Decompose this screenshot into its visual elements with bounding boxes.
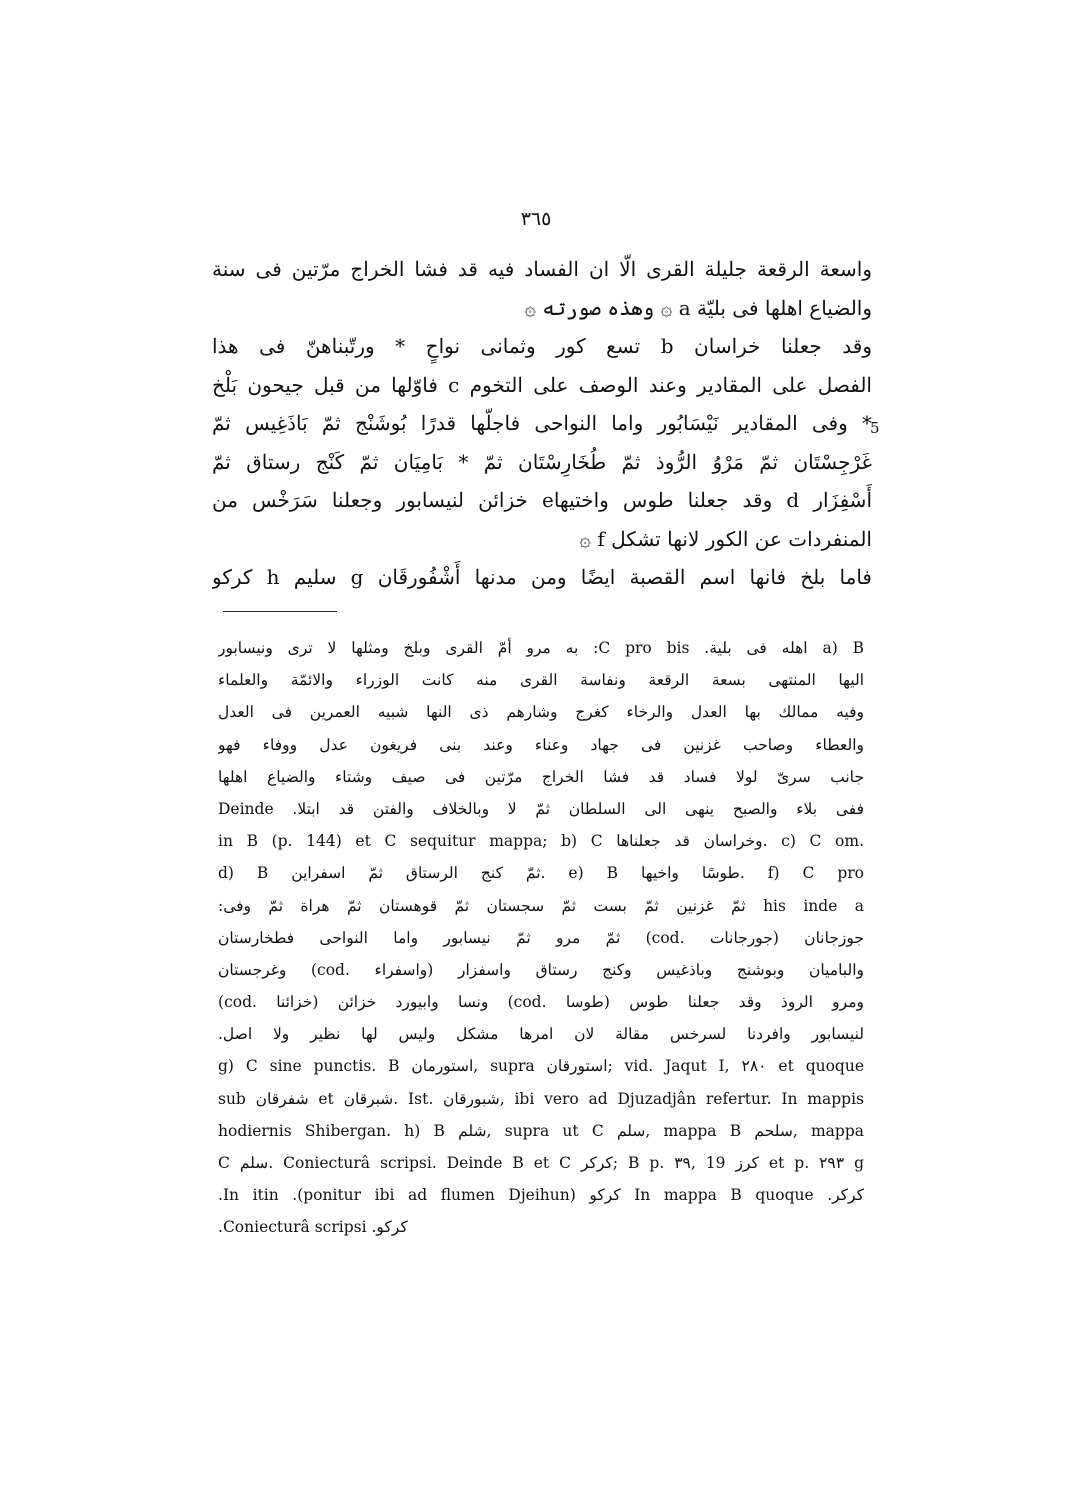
main-text-line: * وفى المقادير نَيْسَابُور واما النواحى فاجلّها قدرًا بُوشَنْج ثمّ بَاذَغِيس ثمّ [212,411,872,435]
footnote-line: جانب سرىّ لولا فساد قد فشا الخراج مرّتين فى صيف وشتاء والضياع اهلها [218,767,864,786]
footnote-line: وفيه ممالك بها العدل والرخاء كغرج وشارهم ذى النها شبيه العمرين فى العدل [218,703,864,722]
footnote-line: g) C sine punctis. B استورمان, supra استورقان; vid. Jaqut I, ٢٨٠ et quoque [218,1057,864,1076]
footnote-line: in B (p. 144) et C sequitur mappa; b) C وخراسان قد جعلناها. c) C om. [218,832,864,851]
footnote-line: جوزجانان (جورجانات .cod) ثمّ مرو ثمّ نيسابور واما النواحى فطخارستان [218,928,864,947]
main-text-line: المنفردات عن الكور لانها تشكل f ۞ [579,526,872,551]
footnote-line: d) B ثمّ كنج الرستاق ثمّ اسفراين. e) B طوسًا واخيها. f) C pro [218,864,864,883]
footnote-line: a) B اهله فى بلية. C pro bis: به مرو أمّ القرى وبلخ ومثلها لا ترى ونيسابور [218,639,864,657]
footnote-line: والباميان وبوشنج وباذغيس وكنج رستاق واسفزار (واسفراء .cod) وغرجستان [218,960,864,979]
footnotes [218,632,864,1244]
main-text-line: واسعة الرقعة جليلة القرى الّا ان الفساد فيه قد فشا الخراج مرّتين فى سنة [212,257,872,281]
footnote-line: اليها المنتهى بسعة الرقعة ونفاسة القرى منه كانت الوزراء والائمّة والعلماء [218,671,864,690]
main-text-line: والضياع اهلها فى بليّة a ۞ وهذه صورته ۞ [524,295,872,320]
main-text-line: غَرْجِسْتَان ثمّ مَرْوُ الرُّوذ ثمّ طُخَارِسْتَان ثمّ * بَامِيَان ثمّ كَنْج رستاق ثمّ [212,449,872,474]
footnote-line: كركر. In mappa B quoque كركو (ponitur ibi ad flumen Djeihun). In itin. [218,1186,864,1205]
main-text [212,250,872,597]
footnote-separator [223,611,337,612]
footnote-line: كركو. Coniecturâ scripsi. [218,1218,408,1237]
page-number: ٣٦٥ [520,208,552,230]
footnote-line: his inde a ثمّ غزنين ثمّ بست ثمّ سجستان ثمّ قوهستان ثمّ هراة ثمّ وفى: [218,896,864,915]
footnote-line: ففى بلاء والصبح ينهى الى السلطان ثمّ لا وبالخلاف والفتن قد ابتلا. Deinde [218,799,864,818]
footnote-line: والعطاء وصاحب غزنين فى جهاد وعناء وعند بنى فريغون عدل ووفاء فهو [218,735,864,754]
footnote-line: لنيسابور وافردنا لسرخس مقالة لان امرها مشكل وليس لها نظير ولا اصل. [218,1025,864,1044]
main-text-line: فاما بلخ فانها اسم القصبة ايضًا ومن مدنها أَشْفُورقَان g سليم h كركو [212,565,872,589]
footnote-line: hodiernis Shibergan. h) B شلم, supra ut C سلم, mappa B سلحم, mappa [218,1121,864,1140]
margin-line-number: 5 [870,419,880,437]
footnote-line: sub شفرقان et شبرقان. Ist. شبورقان, ibi vero ad Djuzadjân refertur. In mappis [218,1089,864,1108]
footnote-line: C سلم. Coniecturâ scripsi. Deinde B et C كركر; B p. ٣٩, 19 كرز et p. ٢٩٣ g [218,1154,864,1172]
main-text-line: وقد جعلنا خراسان b تسع كور وثمانى نواحٍ * ورتّبناهنّ فى هذا [212,334,872,358]
main-text-line: أَسْفِزَار d وقد جعلنا طوس واختيهاe خزائن لنيسابور وجعلنا سَرَخْس من [212,488,872,512]
main-text-line: الفصل على المقادير وعند الوصف على التخوم c فاوّلها من قبل جيحون بَلْخ [212,372,872,397]
footnote-line: ومرو الروذ وقد جعلنا طوس (طوسا .cod) ونسا وابيورد خزائن (خزائنا .cod) [218,993,864,1012]
